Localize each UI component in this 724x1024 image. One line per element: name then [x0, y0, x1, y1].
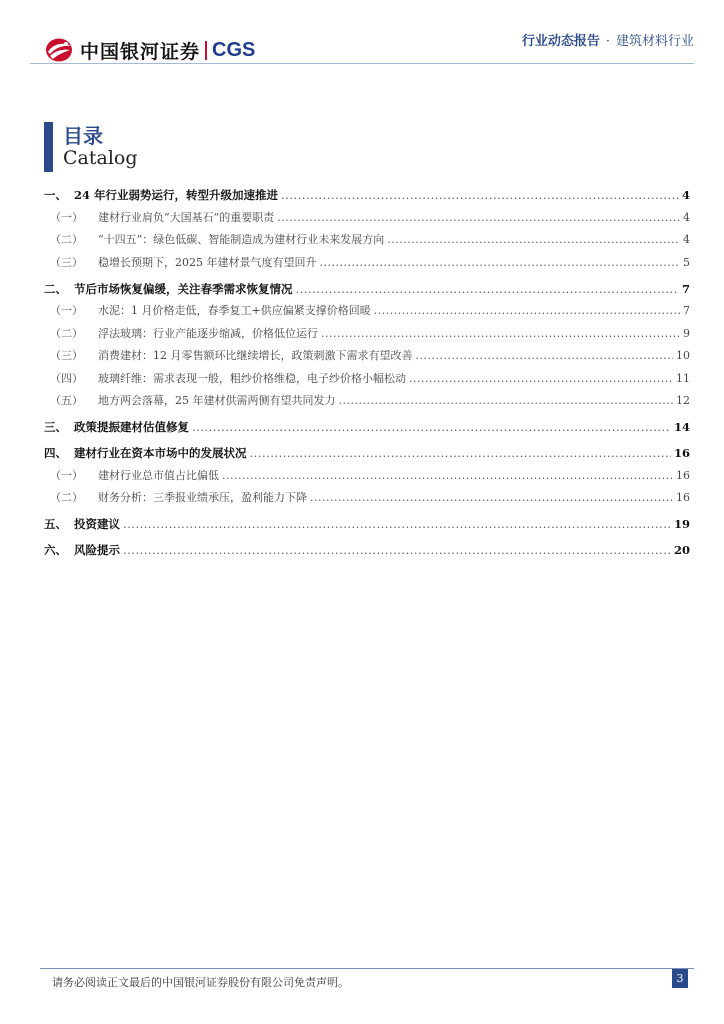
toc-section[interactable] — [44, 188, 690, 202]
toc-subsection[interactable] — [44, 327, 690, 341]
toc-dot-leader — [310, 491, 673, 505]
toc-dot-leader — [321, 327, 680, 341]
title-accent-bar — [44, 122, 53, 172]
title-english: Catalog — [63, 147, 138, 169]
toc-subsection[interactable] — [44, 491, 690, 505]
toc-subsection[interactable] — [44, 372, 690, 386]
toc-dot-leader — [296, 282, 679, 296]
toc-dot-leader — [222, 469, 673, 483]
toc-entry-page: 7 — [681, 281, 690, 296]
toc-entry-page: 12 — [676, 394, 690, 407]
toc-entry-number: （三） — [50, 349, 83, 362]
toc-dot-leader — [123, 543, 671, 557]
toc-entry-number: （四） — [50, 371, 83, 385]
title-chinese: 目录 — [63, 124, 103, 148]
toc-entry-number: （一） — [50, 304, 83, 317]
logo-english-name: CGS — [212, 38, 256, 61]
toc-entry-page: 14 — [673, 420, 690, 434]
toc-entry-number: （五） — [50, 394, 83, 407]
logo-chinese-name: 中国银河证券 — [80, 40, 201, 63]
toc-entry-number: （二） — [50, 491, 83, 504]
toc-entry-title: 政策提振建材估值修复 — [74, 420, 189, 434]
toc-subsection[interactable] — [44, 256, 690, 270]
toc-entry-page: 20 — [673, 543, 690, 557]
table-of-contents — [44, 188, 690, 557]
toc-dot-leader — [320, 256, 681, 270]
toc-entry-number: 二、 — [44, 281, 67, 296]
toc-dot-leader — [374, 304, 680, 318]
report-type-separator: · — [605, 34, 610, 49]
toc-entry-page: 11 — [676, 371, 690, 385]
toc-subsection[interactable] — [44, 394, 690, 408]
toc-entry-page: 4 — [683, 233, 690, 246]
toc-subsection[interactable] — [44, 233, 690, 247]
footer-disclaimer: 请务必阅读正文最后的中国银河证券股份有限公司免责声明。 — [52, 976, 349, 989]
toc-entry-page: 4 — [681, 188, 690, 202]
toc-entry-title: 风险提示 — [74, 543, 120, 557]
toc-dot-leader — [387, 233, 680, 247]
toc-entry-number: （二） — [50, 233, 83, 246]
toc-entry-page: 19 — [673, 517, 690, 531]
toc-dot-leader — [409, 372, 673, 386]
toc-dot-leader — [192, 420, 671, 434]
toc-subsection[interactable] — [44, 211, 690, 225]
toc-entry-page: 16 — [673, 446, 690, 460]
toc-entry-title: 财务分析：三季报业绩承压，盈利能力下降 — [98, 491, 307, 504]
toc-entry-page: 9 — [683, 326, 690, 340]
toc-entry-number: （一） — [50, 468, 83, 482]
toc-dot-leader — [250, 446, 671, 460]
toc-entry-number: 一、 — [44, 188, 67, 202]
header-divider — [30, 63, 694, 64]
report-type: 行业动态报告 — [521, 34, 600, 49]
report-type-label — [522, 30, 694, 49]
toc-entry-number: 五、 — [44, 517, 67, 531]
toc-subsection[interactable] — [44, 349, 690, 363]
toc-entry-title: 消费建材：12 月零售额环比继续增长，政策刺激下需求有望改善 — [98, 349, 413, 362]
logo-separator — [205, 41, 207, 60]
toc-entry-title: 稳增长预期下，2025 年建材景气度有望回升 — [98, 255, 317, 269]
toc-dot-leader — [123, 517, 671, 531]
toc-dot-leader — [277, 211, 680, 225]
toc-section[interactable] — [44, 517, 690, 531]
toc-entry-title: 水泥：1 月价格走低，春季复工+供应偏紧支撑价格回暖 — [98, 304, 371, 317]
toc-entry-title: 建材行业肩负“大国基石”的重要职责 — [98, 210, 275, 224]
toc-entry-number: （三） — [50, 255, 83, 269]
page-number: 3 — [672, 969, 688, 988]
toc-entry-number: 三、 — [44, 420, 67, 434]
toc-entry-title: 地方两会落幕，25 年建材供需两侧有望共同发力 — [98, 394, 336, 407]
toc-entry-title: 建材行业总市值占比偏低 — [98, 468, 219, 482]
toc-entry-page: 16 — [676, 491, 690, 504]
toc-dot-leader — [281, 188, 679, 202]
toc-entry-title: 投资建议 — [74, 517, 120, 531]
toc-entry-title: 浮法玻璃：行业产能逐步缩减，价格低位运行 — [98, 326, 318, 340]
toc-entry-page: 4 — [683, 210, 690, 224]
toc-section[interactable] — [44, 282, 690, 296]
toc-entry-page: 16 — [676, 468, 690, 482]
toc-subsection[interactable] — [44, 304, 690, 318]
toc-section[interactable] — [44, 446, 690, 460]
toc-entry-number: （二） — [50, 326, 83, 340]
toc-entry-number: 四、 — [44, 446, 67, 460]
toc-entry-title: 建材行业在资本市场中的发展状况 — [74, 446, 247, 460]
toc-entry-title: “十四五”：绿色低碳、智能制造成为建材行业未来发展方向 — [98, 233, 385, 246]
toc-entry-page: 7 — [683, 304, 690, 317]
toc-entry-page: 5 — [683, 255, 690, 269]
company-logo — [44, 37, 255, 63]
page-header — [0, 0, 724, 70]
toc-subsection[interactable] — [44, 469, 690, 483]
toc-entry-number: 六、 — [44, 543, 67, 557]
toc-section[interactable] — [44, 420, 690, 434]
toc-dot-leader — [339, 394, 674, 408]
galaxy-logo-icon — [44, 37, 74, 63]
toc-entry-page: 10 — [676, 349, 690, 362]
toc-entry-title: 24 年行业弱势运行，转型升级加速推进 — [74, 188, 279, 202]
toc-section[interactable] — [44, 543, 690, 557]
toc-entry-title: 玻璃纤维：需求表现一般，粗纱价格维稳，电子纱价格小幅松动 — [98, 371, 406, 385]
industry-name: 建筑材料行业 — [615, 34, 694, 49]
toc-entry-number: （一） — [50, 210, 83, 224]
footer-divider — [40, 968, 694, 969]
toc-entry-title: 节后市场恢复偏缓，关注春季需求恢复情况 — [74, 281, 293, 296]
toc-dot-leader — [416, 349, 674, 363]
